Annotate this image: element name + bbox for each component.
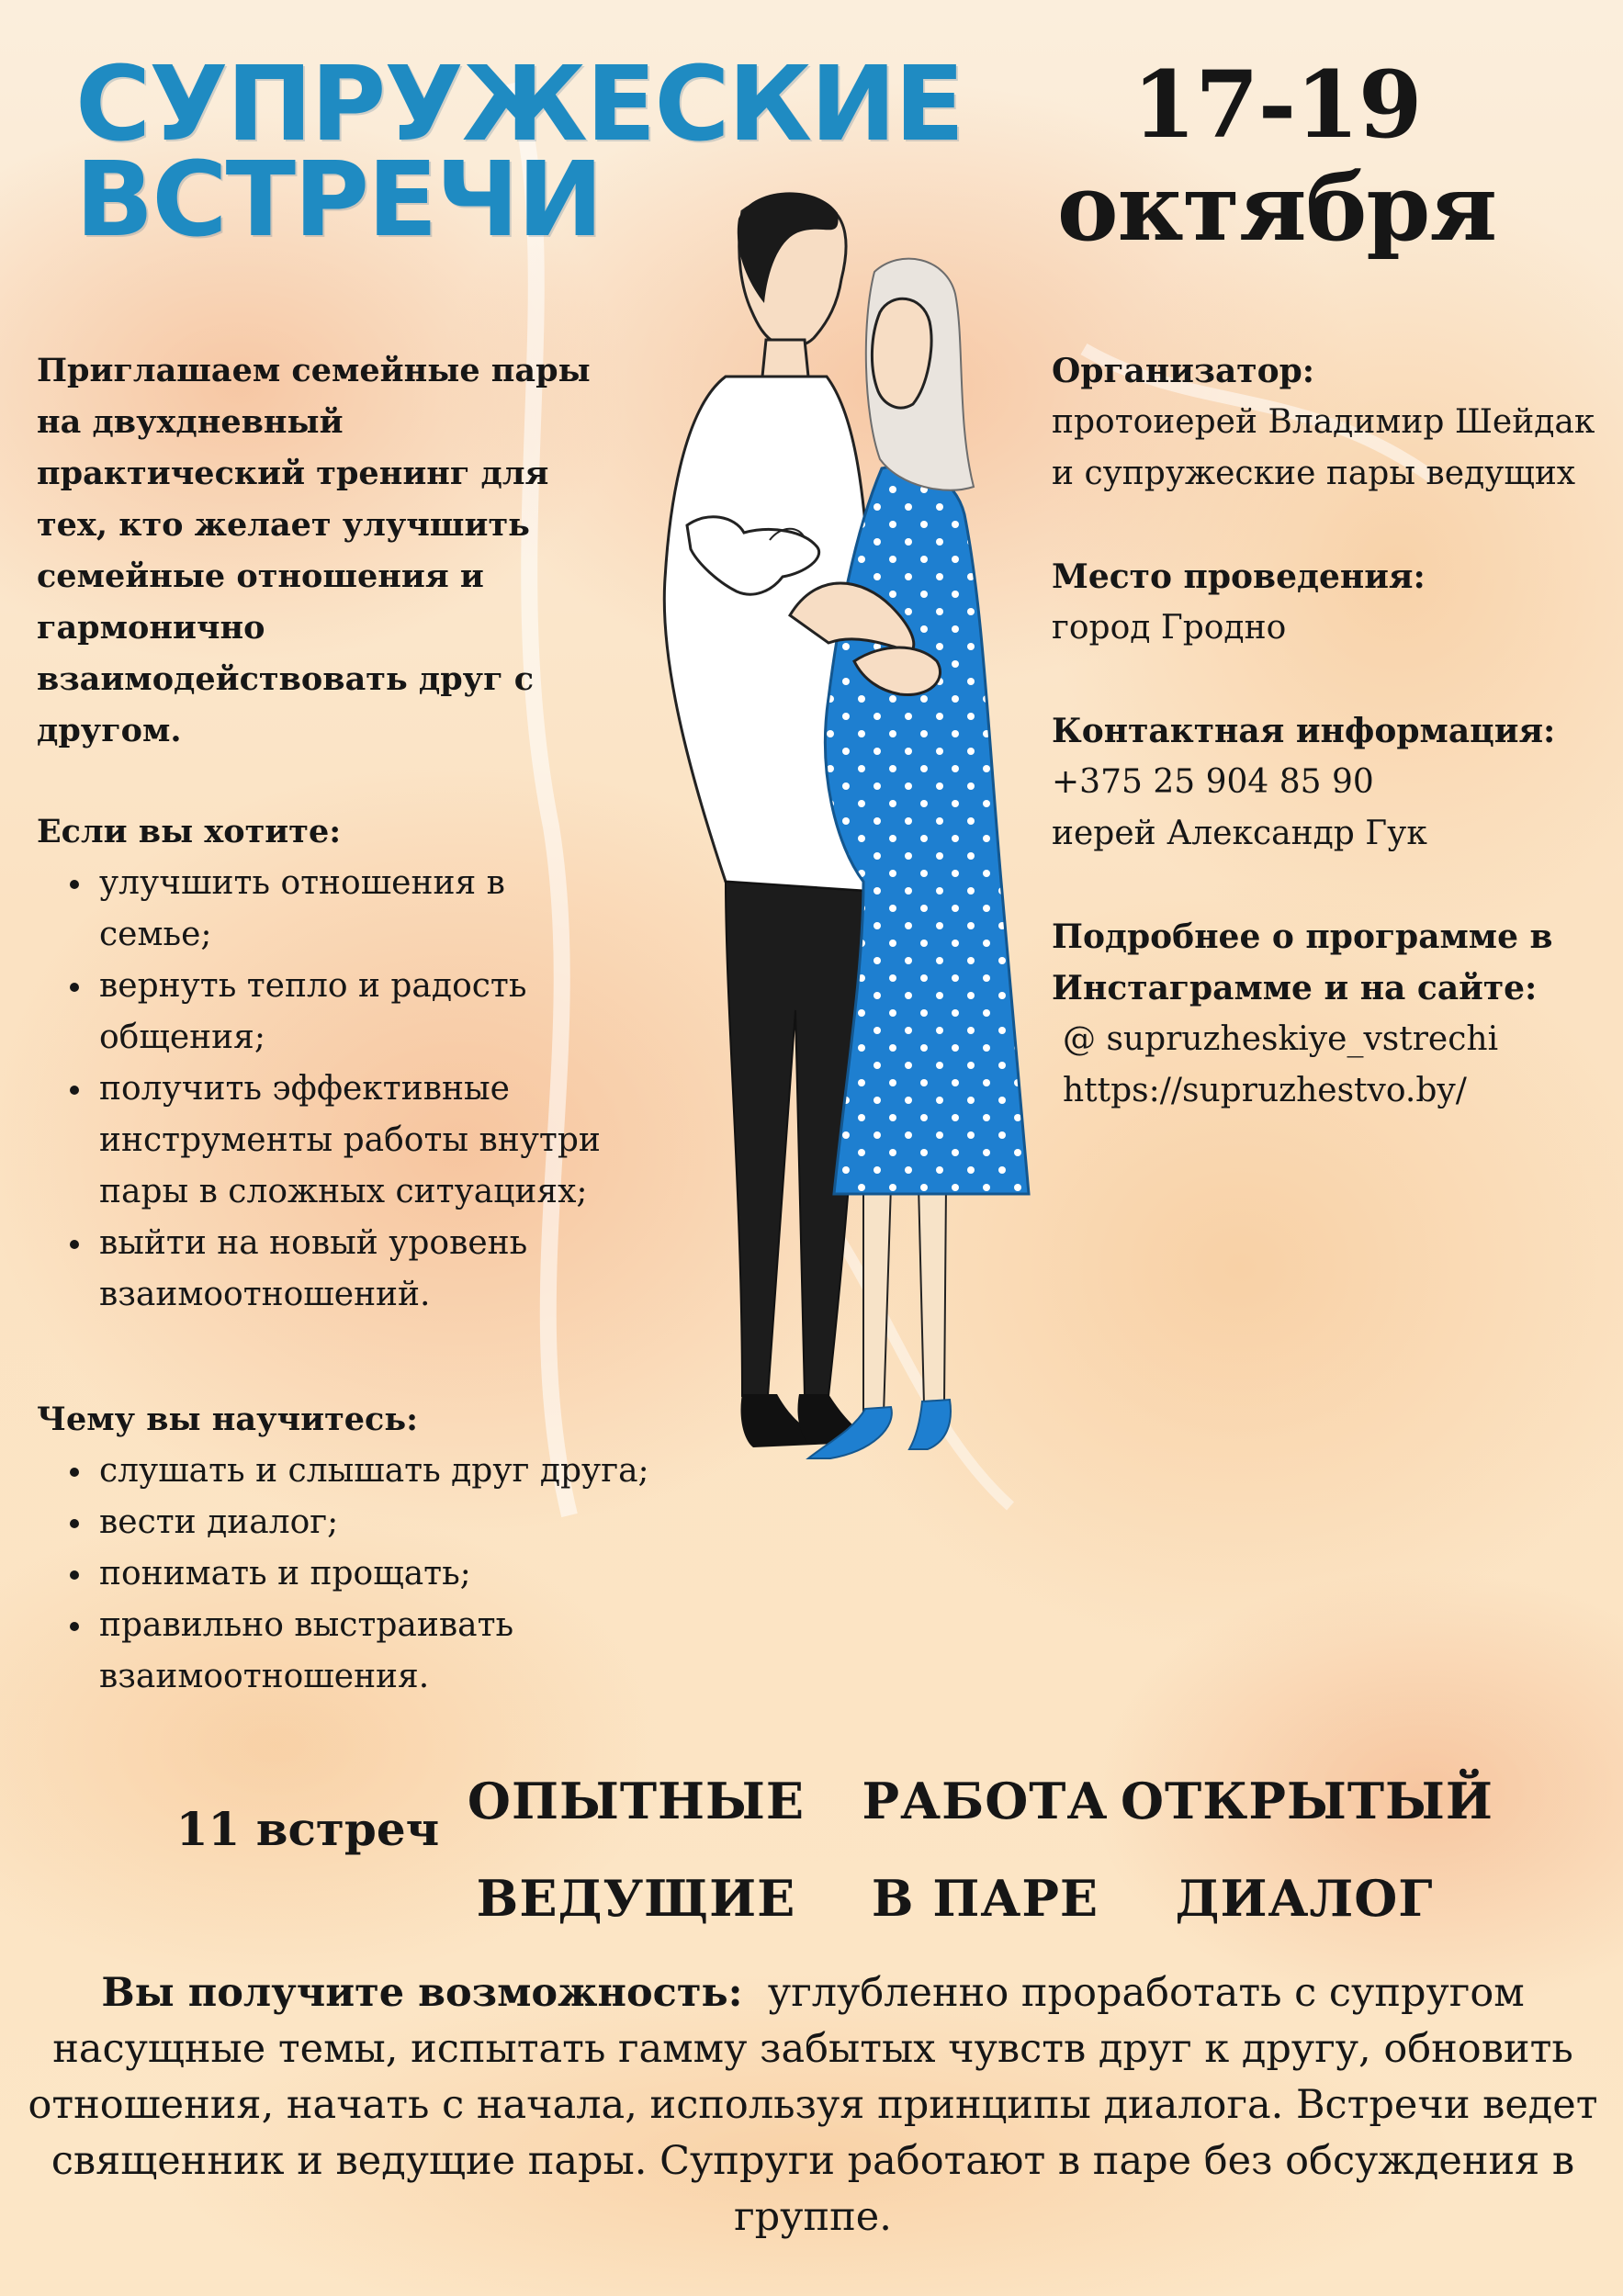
date-days: 17-19 <box>1132 51 1422 159</box>
wish-item: получить эффективные инструменты работы внутри пары в сложных ситуациях; <box>37 1064 625 1218</box>
opportunity-text: углубленно проработать с супругом насущные темы, испытать гамму забытых чувств друг к другу, обновить отношения, начать с начала, используя принципы диалога. Встречи ведет священник и ведущие пары. Супруги работают в паре без обсуждения в группе. <box>28 1970 1598 2240</box>
opportunity-lead: Вы получите возможность: <box>101 1970 743 2016</box>
venue-label: Место проведения: <box>1052 557 1426 596</box>
wishes-section <box>37 806 625 1321</box>
wish-item: вернуть тепло и радость общения; <box>37 961 625 1064</box>
feature-1-line-1: ОПЫТНЫЕ <box>467 1772 806 1830</box>
organizer-line-1: протоиерей Владимир Шейдак <box>1052 403 1595 441</box>
feature-2-line-2: В ПАРЕ <box>871 1869 1099 1928</box>
feature-open-dialogue <box>1121 1752 1493 1947</box>
feature-1-line-2: ВЕДУЩИЕ <box>476 1869 796 1928</box>
feature-3-line-1: ОТКРЫТЫЙ <box>1121 1772 1493 1830</box>
organizer-line-2: и супружеские пары ведущих <box>1052 455 1576 492</box>
intro-text: Приглашаем семейные пары на двухдневный практический тренинг для тех, кто желает улучшить семейные отношения и гармонично взаимодействовать друг с другом. <box>37 352 591 749</box>
contact-label: Контактная информация: <box>1052 712 1556 750</box>
feature-pair-work <box>827 1752 1144 1947</box>
learn-title: Чему вы научитесь: <box>37 1401 419 1438</box>
logo-line-1: СУПРУЖЕСКИЕ <box>75 45 964 164</box>
wish-item: выйти на новый уровень взаимоотношений. <box>37 1218 625 1321</box>
learn-item: вести диалог; <box>37 1497 680 1548</box>
learn-list <box>37 1446 680 1703</box>
more-info-label: Подробнее о программе в Инстаграмме и на сайте: <box>1052 917 1553 1007</box>
logo-line-2: ВСТРЕЧИ <box>75 141 602 260</box>
wish-item: улучшить отношения в семье; <box>37 858 625 961</box>
learn-section <box>37 1394 680 1703</box>
learn-item: слушать и слышать друг друга; <box>37 1446 680 1497</box>
website-link: https://supruzhestvo.by/ <box>1063 1072 1467 1109</box>
organizer-block <box>1052 345 1621 500</box>
venue-value: город Гродно <box>1052 609 1287 647</box>
info-column <box>1052 345 1621 1168</box>
contact-block <box>1052 705 1621 860</box>
opportunity-paragraph <box>14 1965 1612 2245</box>
meetings-count: 11 встреч <box>175 1802 440 1856</box>
more-info-block <box>1052 911 1621 1117</box>
learn-item: правильно выстраивать взаимоотношения. <box>37 1600 680 1703</box>
logo-title <box>75 45 964 260</box>
feature-3-line-2: ДИАЛОГ <box>1175 1869 1434 1928</box>
feature-experienced-leaders <box>459 1752 813 1947</box>
contact-phone: +375 25 904 85 90 <box>1052 763 1374 801</box>
learn-item: понимать и прощать; <box>37 1548 680 1600</box>
date-month: октября <box>1056 153 1497 262</box>
wishes-list <box>37 858 625 1321</box>
contact-person: иерей Александр Гук <box>1052 815 1427 852</box>
instagram-handle: @ supruzheskiye_vstrechi <box>1063 1020 1499 1058</box>
event-date <box>1029 51 1525 262</box>
wishes-title: Если вы хотите: <box>37 813 342 850</box>
feature-2-line-1: РАБОТА <box>862 1772 1109 1830</box>
organizer-label: Организатор: <box>1052 352 1315 390</box>
venue-block <box>1052 551 1621 654</box>
